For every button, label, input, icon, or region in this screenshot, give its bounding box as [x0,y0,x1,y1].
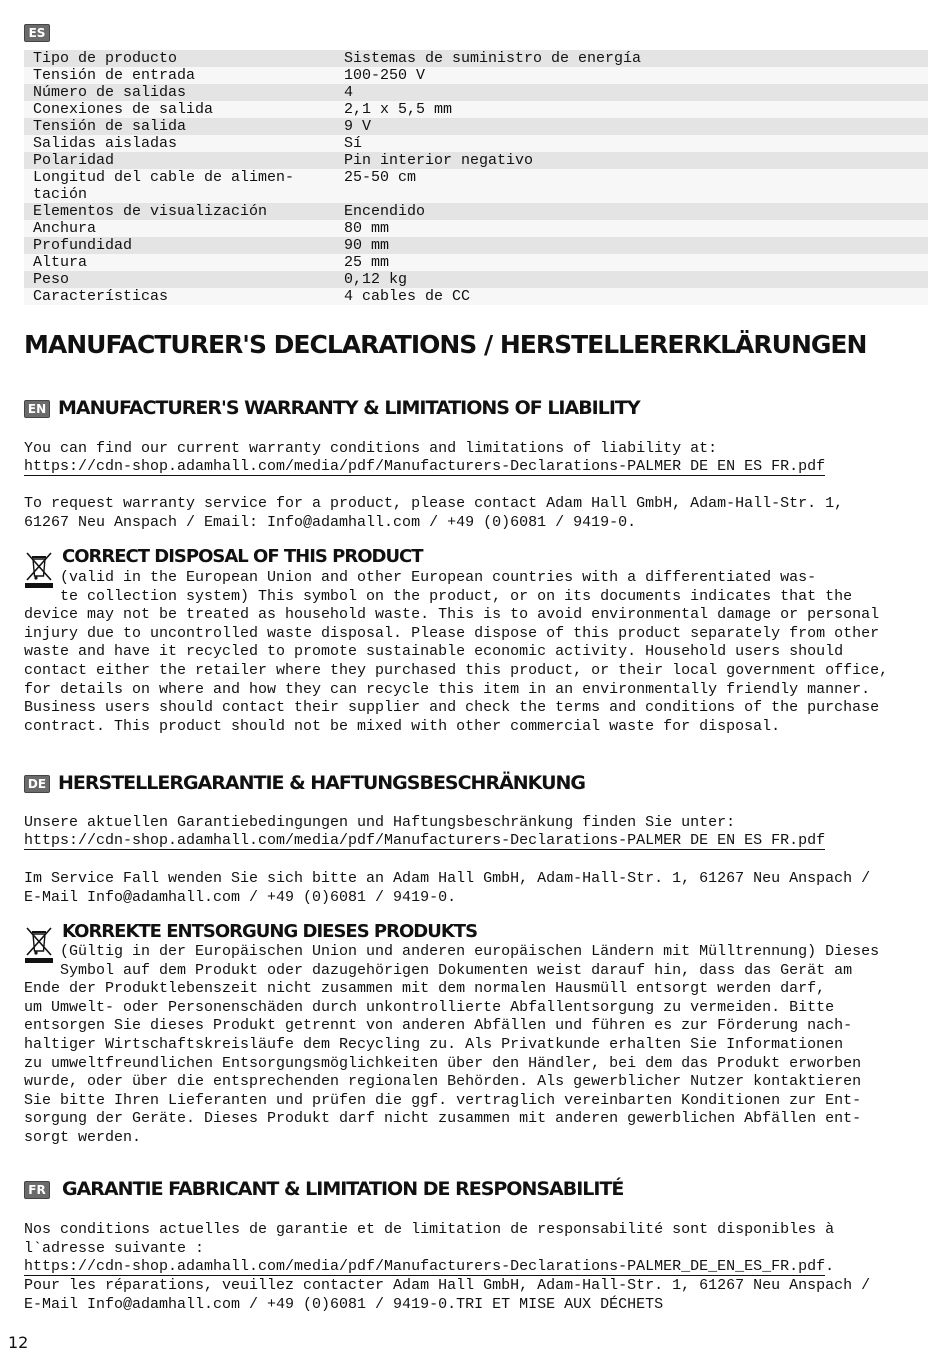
spec-label: Salidas aisladas [24,135,335,152]
fr-warranty-link[interactable]: https://cdn-shop.adamhall.com/media/pdf/Manufacturers-Declarations-PALMER_DE_EN_ES_FR.pdf [24,1258,826,1275]
spec-table [24,50,928,305]
spec-row [24,237,928,254]
spec-label: Peso [24,271,335,288]
spec-row [24,220,928,237]
spec-value: 25-50 cm [335,169,928,203]
spec-value: 4 [335,84,928,101]
spec-row [24,118,928,135]
fr-intro-text: Nos conditions actuelles de garantie et de limitation de responsabilité sont disponibles à l`adresse suivante : [24,1221,835,1257]
spec-value: Sistemas de suministro de energía [335,50,928,67]
de-section-title: HERSTELLERGARANTIE & HAFTUNGSBESCHRÄNKUNG [58,772,585,794]
spec-value: 100-250 V [335,67,928,84]
spec-label: Profundidad [24,237,335,254]
spec-label: Elementos de visualización [24,203,335,220]
en-disposal-text: (valid in the European Union and other European countries with a differentiated was- te collection system) This symbol on the product, or on its documents indicates that the device may not be treated as household waste. This is to avoid environmental damage or personal injury due to uncontrolled waste disposal. Please dispose of this product separately from other waste and have it recycled to promote sustainable economic activity. Household users should contact either the retailer where they purchased this product, or their local government office, for details on where and how they can recycle this item in an environmentally friendly manner. Business users should contact their supplier and check the terms and conditions of the purchase contract. This product should not be mixed with other commercial waste for disposal. [24,569,889,735]
spec-row [24,152,928,169]
de-intro-text: Unsere aktuellen Garantiebedingungen und Haftungsbeschränkung finden Sie unter: [24,814,736,831]
spec-row [24,84,928,101]
spec-row [24,135,928,152]
spec-label: Polaridad [24,152,335,169]
fr-link-suffix: . [825,1258,835,1275]
spec-table-body [24,50,928,305]
lang-badge-de: DE [24,775,50,793]
lang-badge-es: ES [24,24,50,42]
lang-badge-fr: FR [24,1181,50,1199]
spec-value: 4 cables de CC [335,288,928,305]
spec-row [24,101,928,118]
en-contact-text: To request warranty service for a product, please contact Adam Hall GmbH, Adam-Hall-Str. 1, 61267 Neu Anspach / Email: Info@adamhall.com / +49 (0)6081 / 9419-0. [24,495,844,531]
page-title: MANUFACTURER'S DECLARATIONS / HERSTELLERERKLÄRUNGEN [24,330,867,359]
spec-row [24,169,928,203]
en-link-line [24,458,928,477]
de-warranty-link[interactable]: https://cdn-shop.adamhall.com/media/pdf/Manufacturers-Declarations-PALMER DE EN ES FR.pdf [24,832,826,849]
spec-value: Pin interior negativo [335,152,928,169]
spec-value: 0,12 kg [335,271,928,288]
spec-label: Conexiones de salida [24,101,335,118]
lang-badge-en: EN [24,400,50,418]
en-disposal-title: CORRECT DISPOSAL OF THIS PRODUCT [62,546,423,567]
spec-label: Altura [24,254,335,271]
spec-label: Características [24,288,335,305]
de-disposal-title: KORREKTE ENTSORGUNG DIESES PRODUKTS [62,921,478,942]
fr-link-line [24,1258,928,1277]
spec-value: Encendido [335,203,928,220]
spec-label: Anchura [24,220,335,237]
fr-section-title: GARANTIE FABRICANT & LIMITATION DE RESPONSABILITÉ [62,1178,624,1200]
en-section-title: MANUFACTURER'S WARRANTY & LIMITATIONS OF LIABILITY [58,397,640,419]
spec-row [24,271,928,288]
de-disposal-text: (Gültig in der Europäischen Union und anderen europäischen Ländern mit Mülltrennung) Dieses Symbol auf dem Produkt oder dazugehörigen Dokumenten weist darauf hin, dass das Gerät am Ende der Produktlebenszeit nicht zusammen mit dem normalen Hausmüll entsorgt werden darf, um Umwelt- oder Personenschäden durch unkontrollierte Abfallentsorgung zu vermeiden. Bitte entsorgen Sie dieses Produkt getrennt von anderen Abfällen und führen es zur Förderung nach- haltiger Wirtschaftskreisläufe dem Recycling zu. Als Privatkunde erhalten Sie Informationen zu umweltfreundlichen Entsorgungsmöglichkeiten über den Händler, bei dem das Produkt erworben wurde, oder über die entsprechenden regionalen Behörden. Als gewerblicher Nutzer kontaktieren Sie bitte Ihren Lieferanten und prüfen die ggf. vertraglich vereinbarten Konditionen zur Ent- sorgung der Geräte. Dieses Produkt darf nicht zusammen mit anderen gewerblichen Abfällen ent- sorgt werden. [24,943,880,1146]
spec-row [24,288,928,305]
de-contact-text: Im Service Fall wenden Sie sich bitte an Adam Hall GmbH, Adam-Hall-Str. 1, 61267 Neu Anspach / E-Mail Info@adamhall.com / +49 (0)6081 / 9419-0. [24,870,871,906]
spec-label: Número de salidas [24,84,335,101]
spec-label: Tensión de salida [24,118,335,135]
spec-value: 2,1 x 5,5 mm [335,101,928,118]
spec-value: Sí [335,135,928,152]
page-number: 12 [8,1333,29,1352]
spec-label: Tensión de entrada [24,67,335,84]
spec-value: 25 mm [335,254,928,271]
spec-label: Longitud del cable de alimen- tación [24,169,335,203]
spec-label: Tipo de producto [24,50,335,67]
en-warranty-link[interactable]: https://cdn-shop.adamhall.com/media/pdf/Manufacturers-Declarations-PALMER DE EN ES FR.pdf [24,458,826,475]
de-link-line [24,832,928,851]
spec-value: 90 mm [335,237,928,254]
spec-value: 9 V [335,118,928,135]
spec-row [24,203,928,220]
spec-row [24,254,928,271]
spec-row [24,50,928,67]
spec-value: 80 mm [335,220,928,237]
spec-row [24,67,928,84]
en-intro-text: You can find our current warranty conditions and limitations of liability at: [24,440,718,457]
fr-contact-text: Pour les réparations, veuillez contacter Adam Hall GmbH, Adam-Hall-Str. 1, 61267 Neu Anspach / E-Mail Info@adamhall.com / +49 (0)6081 / 9419-0.TRI ET MISE AUX DÉCHETS [24,1277,871,1313]
